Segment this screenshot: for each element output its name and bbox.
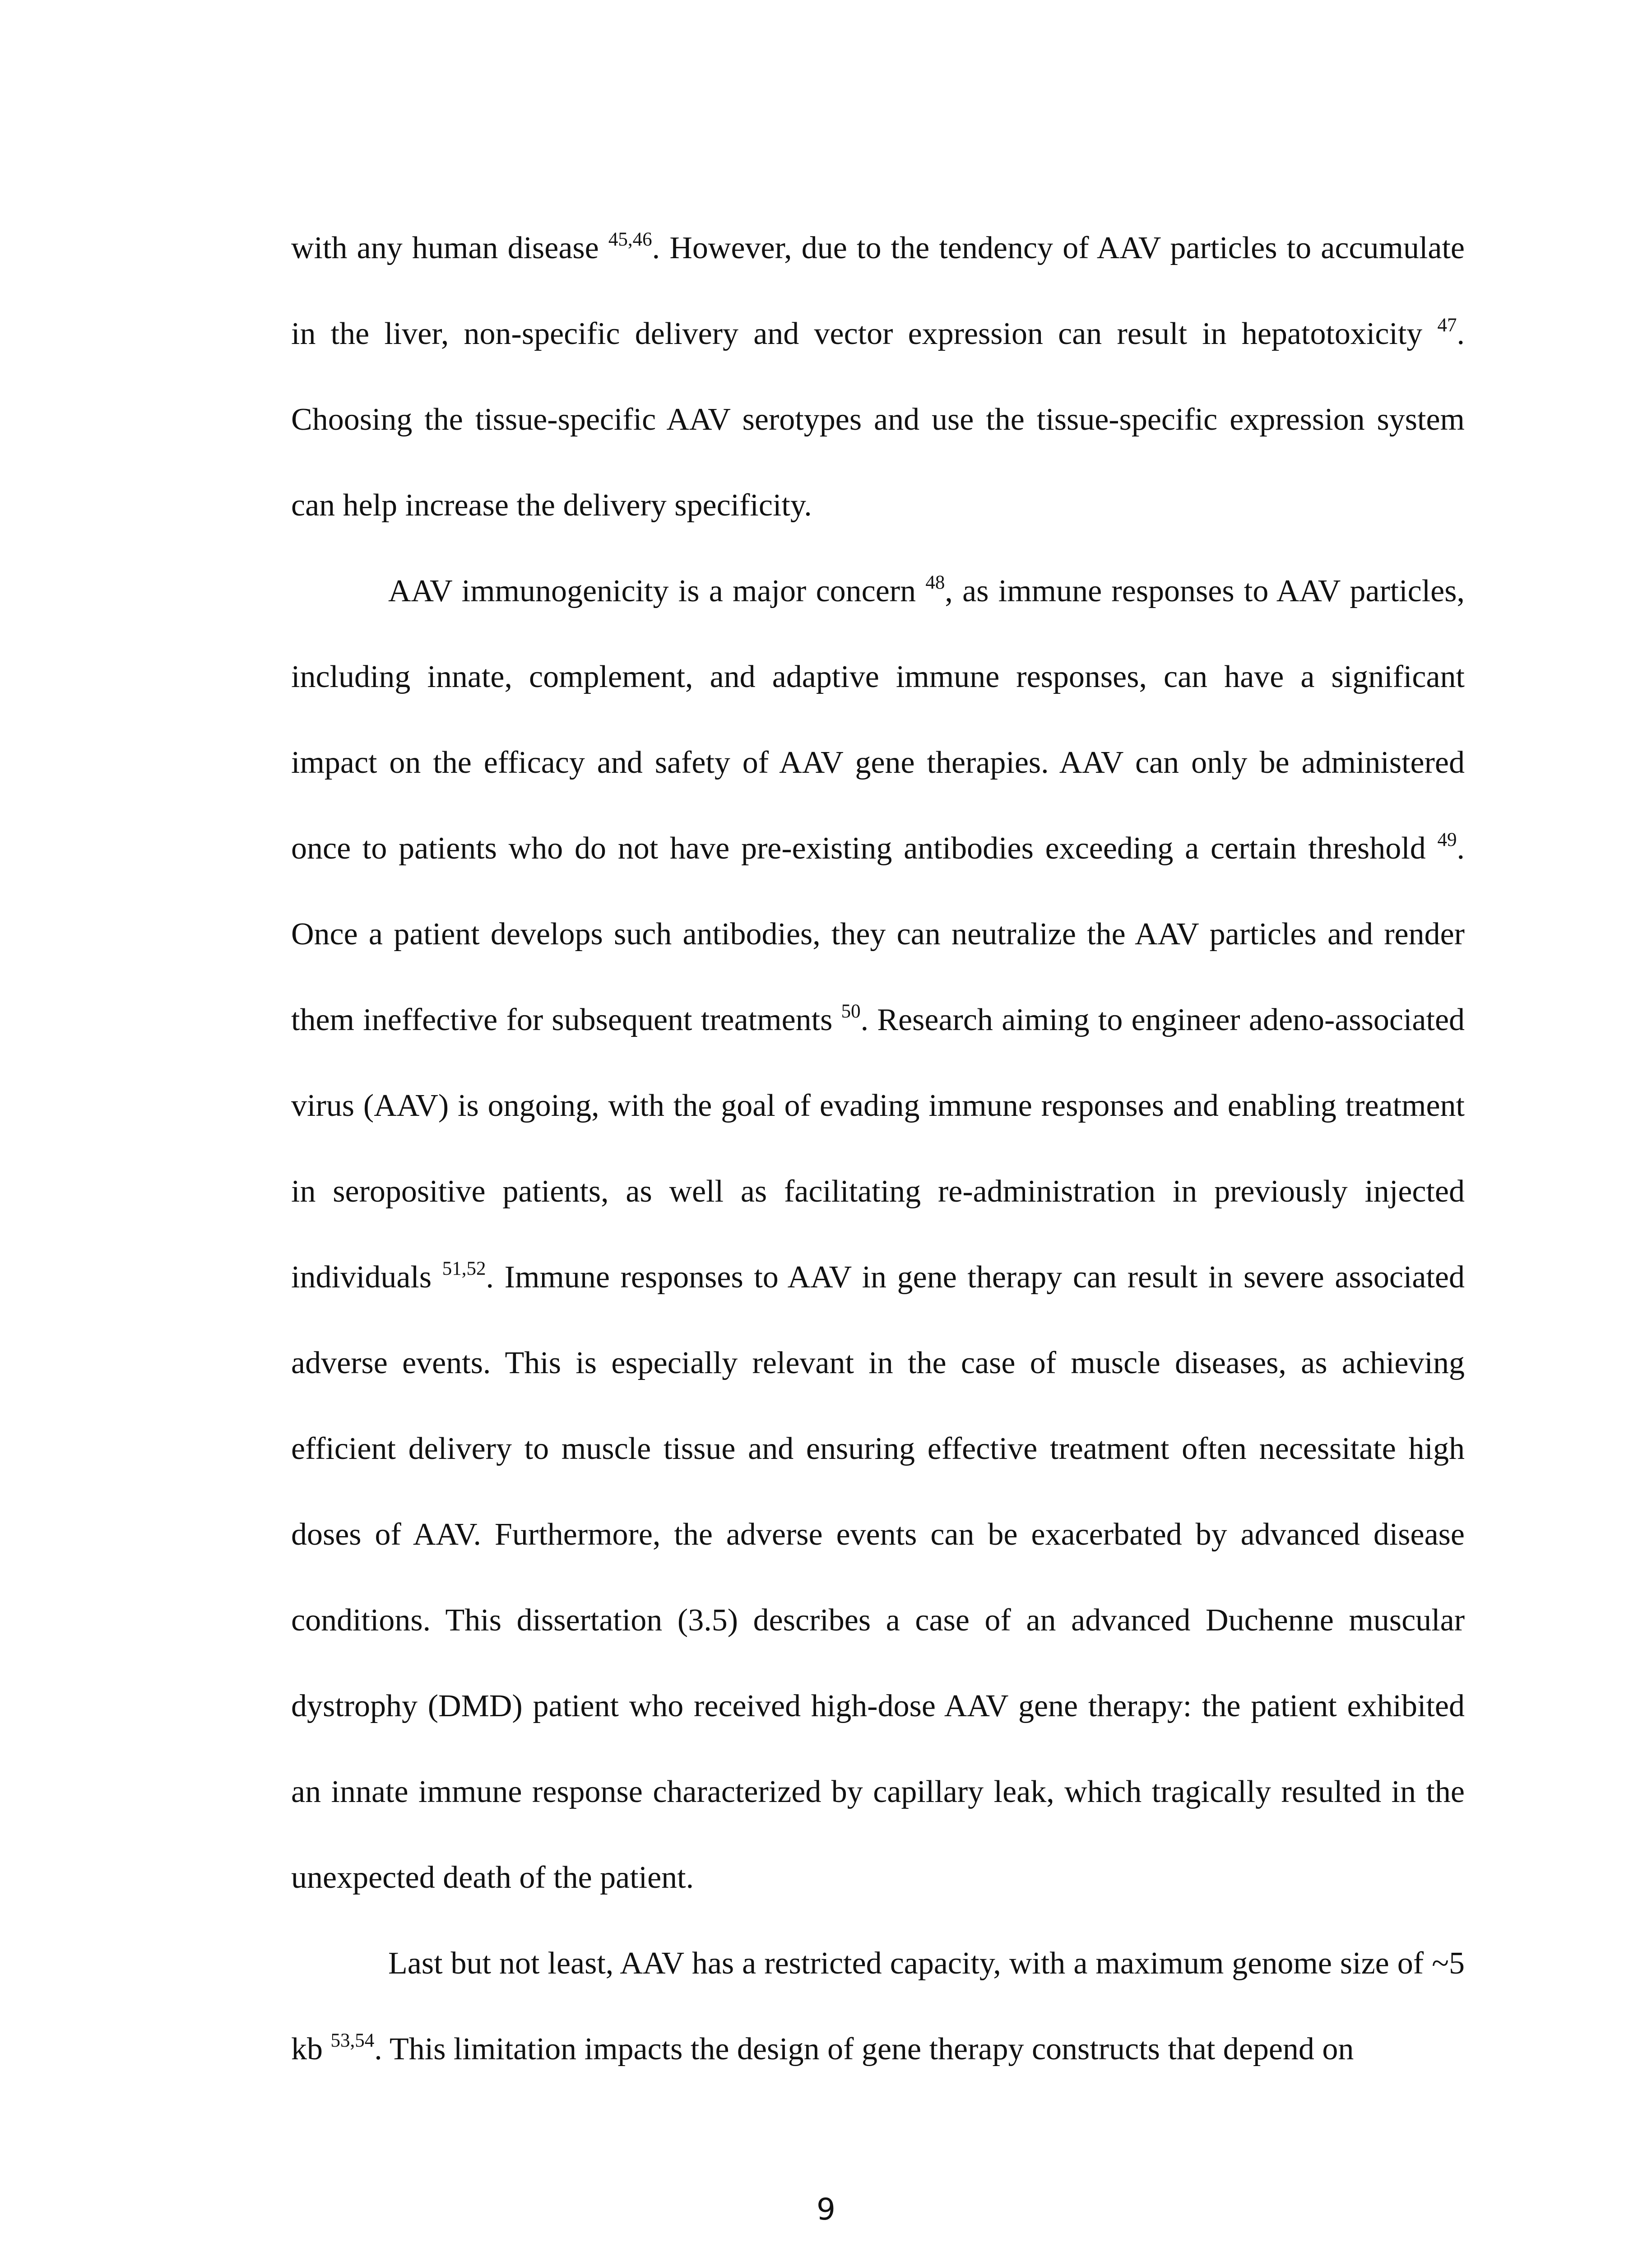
paragraph <box>291 548 1465 1921</box>
paragraph-text: . This limitation impacts the design of gene therapy constructs that depend on <box>374 2032 1354 2067</box>
paragraph-text: AAV immunogenicity is a major concern <box>388 574 926 608</box>
paragraph-text: Last but not least, AAV has a restricted capacity, with a maximum genome size of ~5 kb <box>291 1946 1465 2067</box>
citation-superscript: 47 <box>1437 315 1457 336</box>
paragraph-text: . Once a patient develops such antibodies, they can neutralize the AAV particles and render them ineffective for subsequent treatments <box>291 831 1465 1037</box>
page-body <box>291 205 1465 2092</box>
citation-superscript: 53,54 <box>330 2030 375 2051</box>
paragraph <box>291 205 1465 548</box>
paragraph-text: . Immune responses to AAV in gene therapy can result in severe associated adverse events. This is especially relevant in the case of muscle diseases, as achieving efficient delivery to muscle tissue and ensuring effective treatment often necessitate high doses of AAV. Furthermore, the adverse events can be exacerbated by advanced disease conditions. This dissertation (3.5) describes a case of an advanced Duchenne muscular dystrophy (DMD) patient who received high-dose AAV gene therapy: the patient exhibited an innate immune response characterized by capillary leak, which tragically resulted in the unexpected death of the patient. <box>291 1260 1465 1895</box>
citation-superscript: 45,46 <box>608 229 652 250</box>
paragraph-text: . However, due to the tendency of AAV particles to accumulate in the liver, non-specific delivery and vector expression can result in hepatotoxicity <box>291 231 1465 351</box>
paragraph-text: . Research aiming to engineer adeno-associated virus (AAV) is ongoing, with the goal of evading immune responses and enabling treatment in seropositive patients, as well as facilitating re-administration in previously injected individuals <box>291 1003 1465 1295</box>
citation-superscript: 49 <box>1437 829 1457 850</box>
paragraph <box>291 1921 1465 2092</box>
paragraph-text: with any human disease <box>291 231 608 265</box>
paragraph-text: , as immune responses to AAV particles, including innate, complement, and adaptive immune responses, can have a significant impact on the efficacy and safety of AAV gene therapies. AAV can only be administered once to patients who do not have pre-existing antibodies exceeding a certain threshold <box>291 574 1465 866</box>
citation-superscript: 48 <box>925 572 945 593</box>
citation-superscript: 51,52 <box>442 1258 486 1279</box>
page-number: 9 <box>817 2192 835 2227</box>
citation-superscript: 50 <box>841 1001 861 1022</box>
paragraph-text: . Choosing the tissue-specific AAV serotypes and use the tissue-specific expression system can help increase the delivery specificity. <box>291 316 1465 523</box>
